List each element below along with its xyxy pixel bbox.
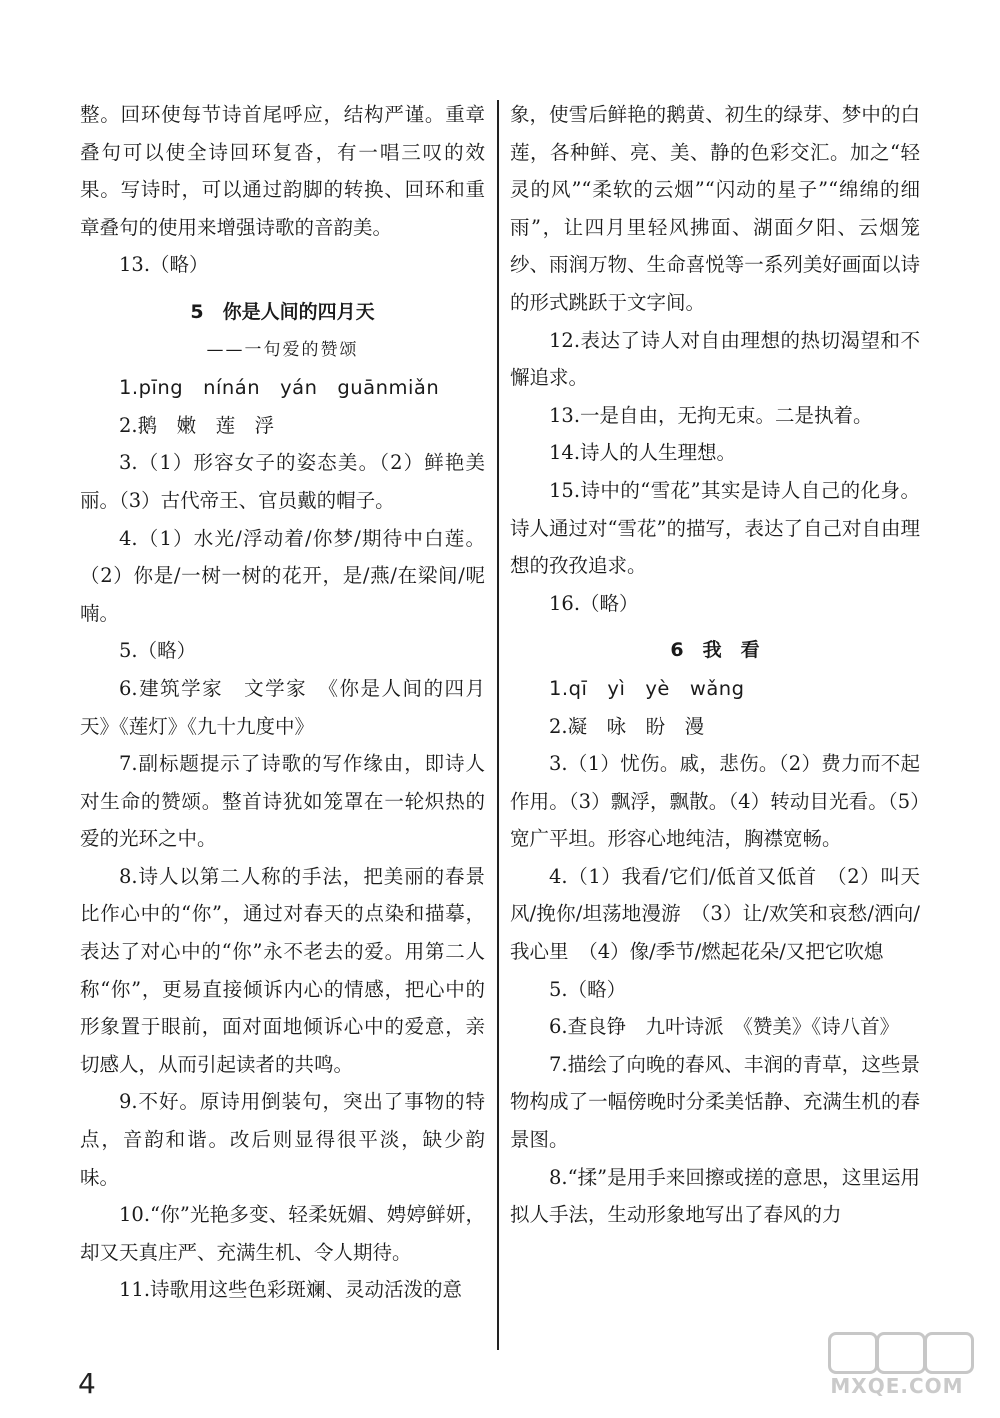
answer-paragraph: 12.表达了诗人对自由理想的热切渴望和不懈追求。 [510, 328, 920, 390]
answer-paragraph: 1.qī yì yè wǎng [549, 676, 745, 700]
lesson-subtitle: ——一句爱的赞颂 [206, 339, 359, 360]
answer-paragraph: 6.建筑学家 文学家 《你是人间的四月天》《莲灯》《九十九度中》 [80, 676, 485, 738]
answer-paragraph: 7.副标题提示了诗歌的写作缘由，即诗人对生命的赞颂。整首诗犹如笼罩在一轮炽热的爱的光环之中。 [80, 752, 485, 851]
watermark-glyph-icon [924, 1332, 974, 1374]
answer-paragraph: 7.描绘了向晚的春风、丰润的青草，这些景物构成了一幅傍晚时分柔美恬静、充满生机的春景图。 [510, 1052, 920, 1152]
answer-paragraph: 13.（略） [119, 253, 209, 277]
answer-paragraph: 10.“你”光艳多变、轻柔妩媚、娉婷鲜妍，却又天真庄严、充满生机、令人期待。 [80, 1203, 485, 1264]
watermark-glyph-icon [876, 1332, 926, 1374]
answer-paragraph: 1.pīng nínán yán guānmiǎn [119, 376, 440, 400]
answer-paragraph: 2.鹅 嫩 莲 浮 [119, 413, 275, 437]
watermark-logo [822, 1332, 972, 1402]
answer-paragraph: 13.一是自由，无拘无束。二是执着。 [549, 403, 873, 427]
answer-paragraph: 2.凝 咏 盼 漫 [549, 714, 705, 738]
answer-paragraph: 16.（略） [549, 591, 639, 615]
answer-paragraph: 14.诗人的人生理想。 [549, 441, 737, 465]
answer-paragraph: 5.（略） [549, 977, 627, 1001]
answer-paragraph: 5.（略） [119, 639, 197, 663]
left-column [80, 96, 485, 1309]
watermark-glyph-icon [828, 1332, 878, 1374]
answer-paragraph: 3.（1）形容女子的姿态美。（2）鲜艳美丽。（3）古代帝王、官员戴的帽子。 [80, 451, 485, 512]
lesson-title: 6 我 看 [670, 639, 760, 662]
answer-paragraph: 8.“揉”是用手来回擦或搓的意思，这里运用拟人手法，生动形象地写出了春风的力 [510, 1165, 920, 1227]
answer-paragraph: 8.诗人以第二人称的手法，把美丽的春景比作心中的“你”，通过对春天的点染和描摹，表达了对心中的“你”永不老去的爱。用第二人称“你”，更易直接倾诉内心的情感，把心中的形象置于眼前，面对面地倾诉心中的爱意，亲切感人，从而引起读者的共鸣。 [80, 864, 485, 1076]
right-column [510, 96, 920, 1234]
watermark-url: MXQE.COM [830, 1374, 964, 1398]
answer-paragraph: 整。回环使每节诗首尾呼应，结构严谨。重章叠句可以使全诗回环复沓，有一唱三叹的效果。写诗时，可以通过韵脚的转换、回环和重章叠句的使用来增强诗歌的音韵美。 [80, 103, 485, 239]
answer-paragraph: 15.诗中的“雪花”其实是诗人自己的化身。诗人通过对“雪花”的描写，表达了自己对自由理想的孜孜追求。 [510, 478, 920, 578]
answer-paragraph: 象，使雪后鲜艳的鹅黄、初生的绿芽、梦中的白莲，各种鲜、亮、美、静的色彩交汇。加之“轻灵的风”“柔软的云烟”“闪动的星子”“绵绵的细雨”，让四月里轻风拂面、湖面夕阳、云烟笼纱、雨润万物、生命喜悦等一系列美好画面以诗的形式跳跃于文字间。 [510, 103, 920, 314]
answer-paragraph: 4.（1）水光/浮动着/你梦/期待中白莲。（2）你是/一树一树的花开，是/燕/在梁间/呢喃。 [80, 526, 485, 625]
lesson-title: 5 你是人间的四月天 [190, 300, 375, 323]
page-number: 4 [78, 1367, 96, 1400]
answer-paragraph: 11.诗歌用这些色彩斑斓、灵动活泼的意 [119, 1278, 463, 1302]
column-divider [497, 100, 499, 1350]
answer-paragraph: 3.（1）忧伤。戚，悲伤。（2）费力而不起作用。（3）飘浮，飘散。（4）转动目光看。（5）宽广平坦。形容心地纯洁，胸襟宽畅。 [510, 752, 920, 851]
answer-paragraph: 4.（1）我看/它们/低首又低首 （2）叫天风/挽你/坦荡地漫游 （3）让/欢笑和哀愁/洒向/我心里 （4）像/季节/燃起花朵/又把它吹熄 [510, 864, 920, 964]
answer-paragraph: 6.查良铮 九叶诗派 《赞美》《诗八首》 [549, 1015, 900, 1039]
answer-paragraph: 9.不好。原诗用倒装句，突出了事物的特点，音韵和谐。改后则显得很平淡，缺少韵味。 [80, 1090, 485, 1189]
